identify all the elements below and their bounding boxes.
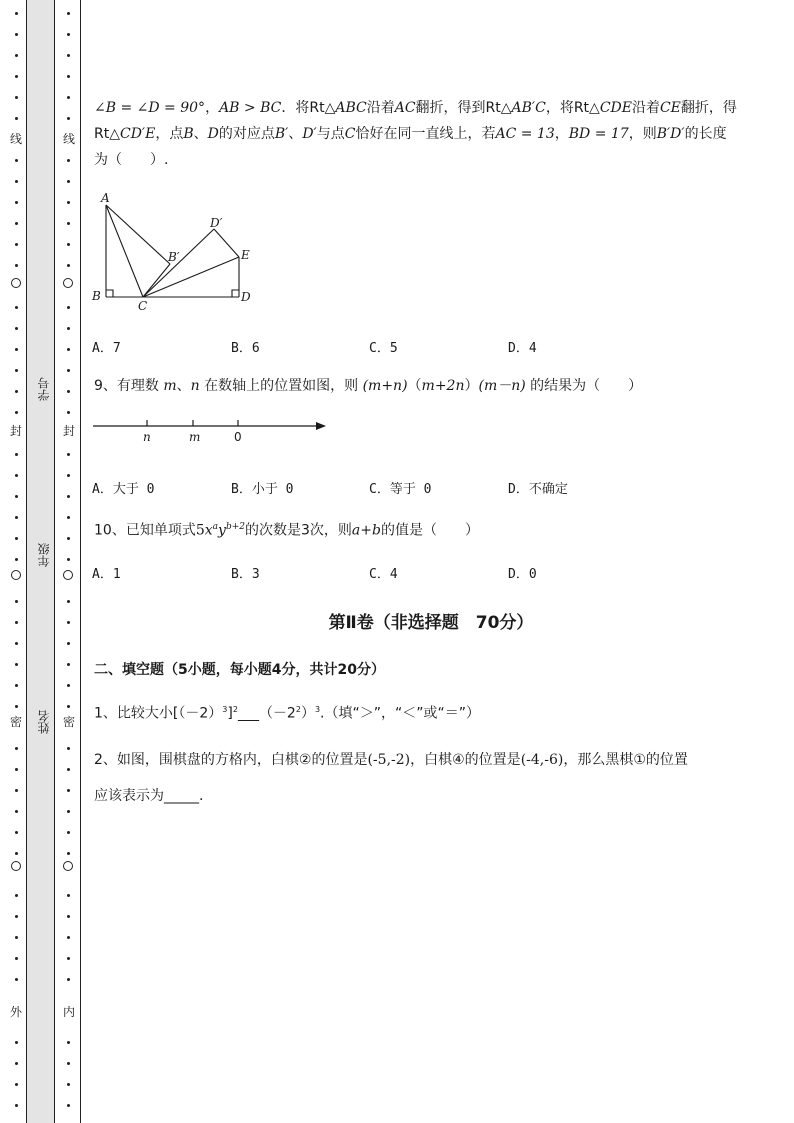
q8-option-d[interactable]: D．4: [508, 341, 537, 356]
q9-option-d[interactable]: D．不确定: [508, 482, 568, 497]
margin-dot: [67, 54, 70, 57]
margin-outer-label-secret: 密: [9, 715, 22, 729]
margin-dot: [67, 1041, 70, 1044]
margin-dot: [15, 1083, 18, 1086]
margin-outer-label-line: 线: [9, 132, 22, 146]
margin-dot: [67, 1062, 70, 1065]
margin-dot: [67, 1104, 70, 1107]
margin-dot: [67, 1083, 70, 1086]
margin-dot: [15, 852, 18, 855]
q9-option-a[interactable]: A．大于 0: [92, 482, 155, 497]
margin-dot: [67, 33, 70, 36]
segment-B-prime-C: [143, 264, 170, 297]
q8-option-b[interactable]: B．6: [231, 341, 260, 356]
margin-dot: [15, 978, 18, 981]
margin-dot: [15, 201, 18, 204]
margin-dot: [67, 663, 70, 666]
margin-dot: [15, 705, 18, 708]
point-label-B-prime: B′: [168, 250, 180, 264]
margin-dot: [67, 936, 70, 939]
margin-dot: [67, 474, 70, 477]
margin-dot: [15, 411, 18, 414]
segment-CE: [143, 257, 239, 297]
margin-dot: [15, 957, 18, 960]
point-label-A: A: [101, 191, 110, 205]
margin-dot: [67, 558, 70, 561]
margin-ring-icon: [63, 278, 73, 288]
margin-inner-label-seal: 封: [62, 424, 75, 438]
margin-dot: [15, 12, 18, 15]
margin-dot: [15, 369, 18, 372]
segment-AC: [106, 205, 143, 297]
margin-dot: [15, 915, 18, 918]
margin-dot: [67, 12, 70, 15]
q10-option-c[interactable]: C．4: [369, 567, 398, 582]
margin-dot: [67, 537, 70, 540]
point-label-D-prime: D′: [210, 216, 223, 230]
q9-option-c[interactable]: C．等于 0: [369, 482, 432, 497]
fill-question-2-line-2: 应该表示为_____.: [94, 788, 204, 804]
margin-dot: [15, 768, 18, 771]
margin-inner-label-secret: 密: [62, 715, 75, 729]
q8-geometry-figure: [88, 186, 263, 314]
part-title-fill-in: 二、填空题（5小题，每小题4分，共计20分）: [94, 662, 385, 678]
margin-dot: [15, 789, 18, 792]
margin-dot: [15, 54, 18, 57]
margin-dot: [67, 642, 70, 645]
margin-dot: [67, 159, 70, 162]
fill-question-2-line-1: 2、如图，围棋盘的方格内，白棋②的位置是(-5,-2)，白棋④的位置是(-4,-6)，那么黑棋①的位置: [94, 752, 688, 768]
margin-outer-label-seal: 封: [9, 424, 22, 438]
margin-dot: [15, 747, 18, 750]
margin-dot: [67, 327, 70, 330]
section-title: 第Ⅱ卷（非选择题 70分）: [328, 613, 534, 633]
margin-dot: [67, 117, 70, 120]
margin-dot: [15, 474, 18, 477]
margin-ring-icon: [11, 570, 21, 580]
margin-dot: [67, 411, 70, 414]
margin-dot: [15, 558, 18, 561]
margin-outer-label-outside: 外: [9, 1005, 22, 1019]
margin-dot: [15, 894, 18, 897]
margin-dot: [67, 453, 70, 456]
segment-AB-prime: [106, 205, 170, 264]
margin-dot: [67, 75, 70, 78]
grade-field-label: 年级: [37, 543, 51, 567]
margin-dot: [15, 936, 18, 939]
margin-ring-icon: [63, 861, 73, 871]
margin-dot: [15, 117, 18, 120]
q9-text: 9、有理数 m、n 在数轴上的位置如图，则 (m+n)（m+2n）(m－n) 的结果为（ ）: [94, 378, 643, 394]
margin-dot: [67, 831, 70, 834]
margin-dot: [15, 348, 18, 351]
margin-dot: [15, 453, 18, 456]
margin-dot: [15, 600, 18, 603]
margin-dot: [67, 516, 70, 519]
margin-dot: [15, 831, 18, 834]
margin-dot: [15, 1062, 18, 1065]
q8-option-c[interactable]: C．5: [369, 341, 398, 356]
margin-dot: [67, 390, 70, 393]
margin-dot: [67, 222, 70, 225]
margin-dot: [15, 663, 18, 666]
margin-dot: [67, 978, 70, 981]
margin-dot: [67, 705, 70, 708]
q9-option-b[interactable]: B．小于 0: [231, 482, 294, 497]
axis-label-m: m: [189, 430, 201, 444]
margin-dot: [67, 306, 70, 309]
binding-margin-rule: [80, 0, 81, 1123]
q10-option-b[interactable]: B．3: [231, 567, 260, 582]
q9-number-line: [90, 414, 330, 446]
segment-D-prime-E: [214, 229, 239, 257]
margin-dot: [67, 369, 70, 372]
point-label-C: C: [138, 299, 148, 313]
margin-dot: [67, 201, 70, 204]
margin-dot: [15, 222, 18, 225]
fill-question-1: 1、比较大小$[(-2)^3]^2\_\_\_(-2^2)^3$.（填“＞”，“＜”或“＝”）: [94, 705, 481, 722]
name-field-label: 姓名: [37, 710, 51, 734]
student-id-field-label: 学号: [37, 377, 51, 401]
margin-dot: [15, 306, 18, 309]
q10-option-d[interactable]: D．0: [508, 567, 537, 582]
margin-dot: [15, 243, 18, 246]
point-label-D: D: [241, 290, 251, 304]
margin-dot: [15, 1041, 18, 1044]
margin-ring-icon: [11, 861, 21, 871]
number-line-arrow: [316, 422, 326, 430]
margin-dot: [67, 915, 70, 918]
margin-dot: [15, 180, 18, 183]
margin-dot: [15, 33, 18, 36]
margin-dot: [15, 495, 18, 498]
point-label-B: B: [92, 289, 101, 303]
margin-dot: [67, 264, 70, 267]
right-angle-mark-D: [232, 290, 239, 297]
margin-dot: [15, 75, 18, 78]
q10-text: 10、已知单项式$5x^ay^{b+2}$的次数是3次，则a+b的值是（ ）: [94, 522, 479, 539]
margin-ring-icon: [11, 278, 21, 288]
q8-line-2: Rt△CD′E，点B、D的对应点B′、D′与点C恰好在同一直线上，若AC = 13，BD = 17，则B′D′的长度: [94, 126, 727, 142]
margin-dot: [15, 684, 18, 687]
margin-inner-label-inside: 内: [62, 1005, 75, 1019]
margin-dot: [15, 810, 18, 813]
margin-dot: [67, 600, 70, 603]
margin-inner-label-line: 线: [62, 132, 75, 146]
q8-line-1: ∠B = ∠D = 90°，AB > BC．将Rt△ABC沿着AC翻折，得到Rt△AB′C，将Rt△CDE沿着CE翻折，得: [94, 100, 737, 116]
margin-dot: [15, 159, 18, 162]
margin-dot: [67, 810, 70, 813]
margin-dot: [67, 96, 70, 99]
margin-dot: [67, 747, 70, 750]
axis-label-zero: 0: [234, 430, 242, 444]
margin-dot: [15, 96, 18, 99]
margin-dot: [67, 243, 70, 246]
margin-dot: [15, 390, 18, 393]
margin-dot: [67, 894, 70, 897]
margin-dot: [67, 789, 70, 792]
margin-dot: [67, 684, 70, 687]
margin-dot: [15, 327, 18, 330]
point-label-E: E: [241, 248, 250, 262]
margin-ring-icon: [63, 570, 73, 580]
q10-option-a[interactable]: A．1: [92, 567, 121, 582]
margin-dot: [67, 852, 70, 855]
axis-label-n: n: [143, 430, 151, 444]
margin-dot: [15, 642, 18, 645]
margin-dot: [67, 495, 70, 498]
margin-dot: [15, 516, 18, 519]
margin-dot: [67, 348, 70, 351]
margin-dot: [67, 180, 70, 183]
margin-dot: [67, 957, 70, 960]
right-angle-mark-B: [106, 290, 113, 297]
margin-dot: [15, 1104, 18, 1107]
margin-dot: [15, 537, 18, 540]
margin-dot: [67, 768, 70, 771]
q8-option-a[interactable]: A．7: [92, 341, 121, 356]
margin-dot: [15, 264, 18, 267]
q8-line-3: 为（ ）.: [94, 152, 169, 168]
